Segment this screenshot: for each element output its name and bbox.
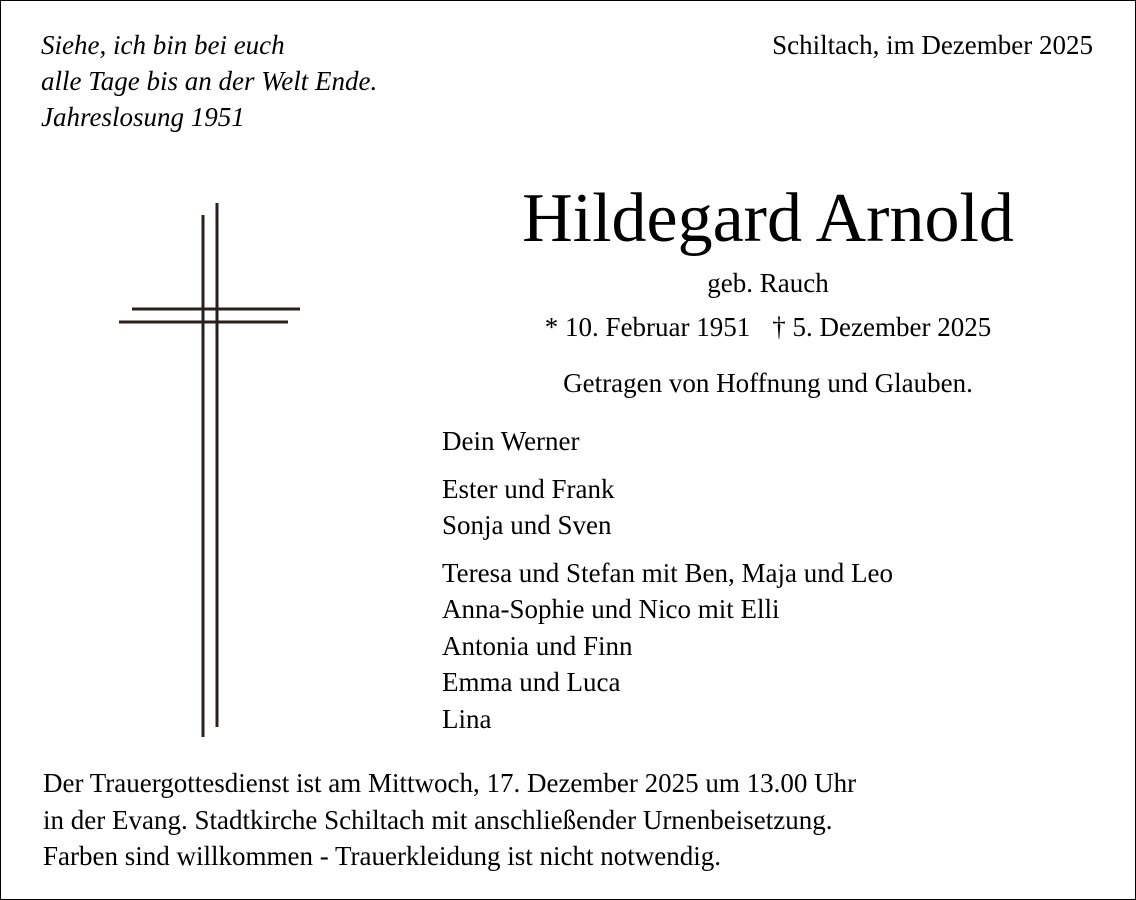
service-line: in der Evang. Stadtkirche Schiltach mit anschließender Urnenbeisetzung. <box>43 804 833 835</box>
mourner-line: Anna-Sophie und Nico mit Elli <box>442 594 780 624</box>
deceased-name: Hildegard Arnold <box>522 180 1014 257</box>
birth-name: geb. Rauch <box>707 268 829 298</box>
mourners-list <box>442 423 893 748</box>
mourner-group <box>442 471 893 544</box>
motto: Getragen von Hoffnung und Glauben. <box>563 368 973 398</box>
verse-line: Siehe, ich bin bei euch <box>41 30 285 60</box>
mourner-line: Dein Werner <box>442 426 580 456</box>
life-dates <box>401 309 1135 345</box>
mourner-line: Antonia und Finn <box>442 630 633 661</box>
place-date: Schiltach, im Dezember 2025 <box>772 30 1093 60</box>
funeral-service-info <box>43 765 856 875</box>
mourner-line: Lina <box>442 703 492 734</box>
verse-reference: Jahreslosung 1951 <box>41 102 245 132</box>
death-date: † 5. Dezember 2025 <box>772 312 992 342</box>
mourner-line: Emma und Luca <box>442 667 621 697</box>
verse-line: alle Tage bis an der Welt Ende. <box>41 66 378 96</box>
mourner-group <box>442 555 893 738</box>
service-line: Der Trauergottesdienst ist am Mittwoch, 17. Dezember 2025 um 13.00 Uhr <box>43 768 857 798</box>
service-line: Farben sind willkommen - Trauerkleidung ist nicht notwendig. <box>43 841 721 871</box>
mourner-line: Ester und Frank <box>442 473 615 504</box>
birth-date: * 10. Februar 1951 <box>544 312 751 342</box>
mourner-line: Sonja und Sven <box>442 510 612 540</box>
cross-icon <box>101 191 321 751</box>
mourner-group <box>442 423 893 460</box>
mourner-line: Teresa und Stefan mit Ben, Maja und Leo <box>442 557 893 588</box>
bible-verse <box>41 27 377 135</box>
